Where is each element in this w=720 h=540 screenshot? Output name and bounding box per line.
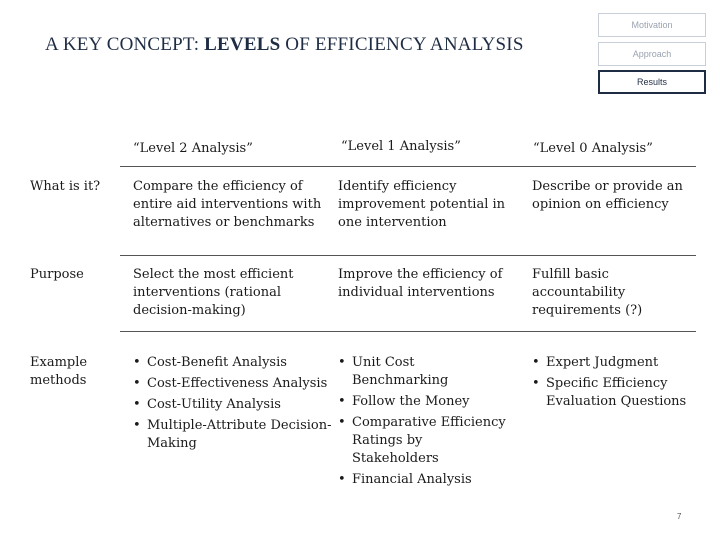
list-item: • Unit Cost Benchmarking [338,354,508,390]
cell-purpose-level2: Select the most efficient interventions (rational decision-making) [133,267,294,318]
column-header-level2: “Level 2 Analysis” [133,141,253,156]
cell-methods-level1 [338,354,508,492]
list-item: • Comparative Efficiency Ratings by Stakeholders [338,414,508,468]
cell-purpose-level1: Improve the efficiency of individual interventions [338,267,503,300]
row-separator [120,331,696,332]
row-separator [120,255,696,256]
row-separator [120,166,696,167]
list-item: • Specific Efficiency Evaluation Questions [532,375,702,411]
title-suffix: OF EFFICIENCY ANALYSIS [280,34,524,55]
list-item: • Expert Judgment [532,354,702,372]
nav-results[interactable]: Results [598,70,706,94]
nav-motivation[interactable]: Motivation [598,13,706,37]
nav-approach[interactable]: Approach [598,42,706,66]
cell-what-level2: Compare the efficiency of entire aid interventions with alternatives or benchmarks [133,179,322,230]
cell-what-level1: Identify efficiency improvement potential in one intervention [338,179,506,230]
cell-methods-level0 [532,354,702,414]
page-number: 7 [677,512,682,521]
page-title [45,34,524,56]
list-item: • Cost-Utility Analysis [133,396,338,414]
cell-methods-level2 [133,354,338,456]
column-header-level0: “Level 0 Analysis” [533,141,653,156]
row-label-methods: Example methods [30,355,88,388]
list-item: • Multiple-Attribute Decision-Making [133,417,338,453]
list-item: • Financial Analysis [338,471,508,489]
cell-what-level0: Describe or provide an opinion on efficiency [532,179,683,212]
list-item: • Cost-Benefit Analysis [133,354,338,372]
list-item: • Cost-Effectiveness Analysis [133,375,338,393]
list-item: • Follow the Money [338,393,508,411]
title-bold: LEVELS [204,34,281,55]
row-label-what: What is it? [30,179,101,194]
title-prefix: A KEY CONCEPT: [45,34,205,55]
row-label-purpose: Purpose [30,267,84,282]
column-header-level1: “Level 1 Analysis” [341,139,461,154]
cell-purpose-level0: Fulfill basic accountability requirements (?) [532,267,643,318]
